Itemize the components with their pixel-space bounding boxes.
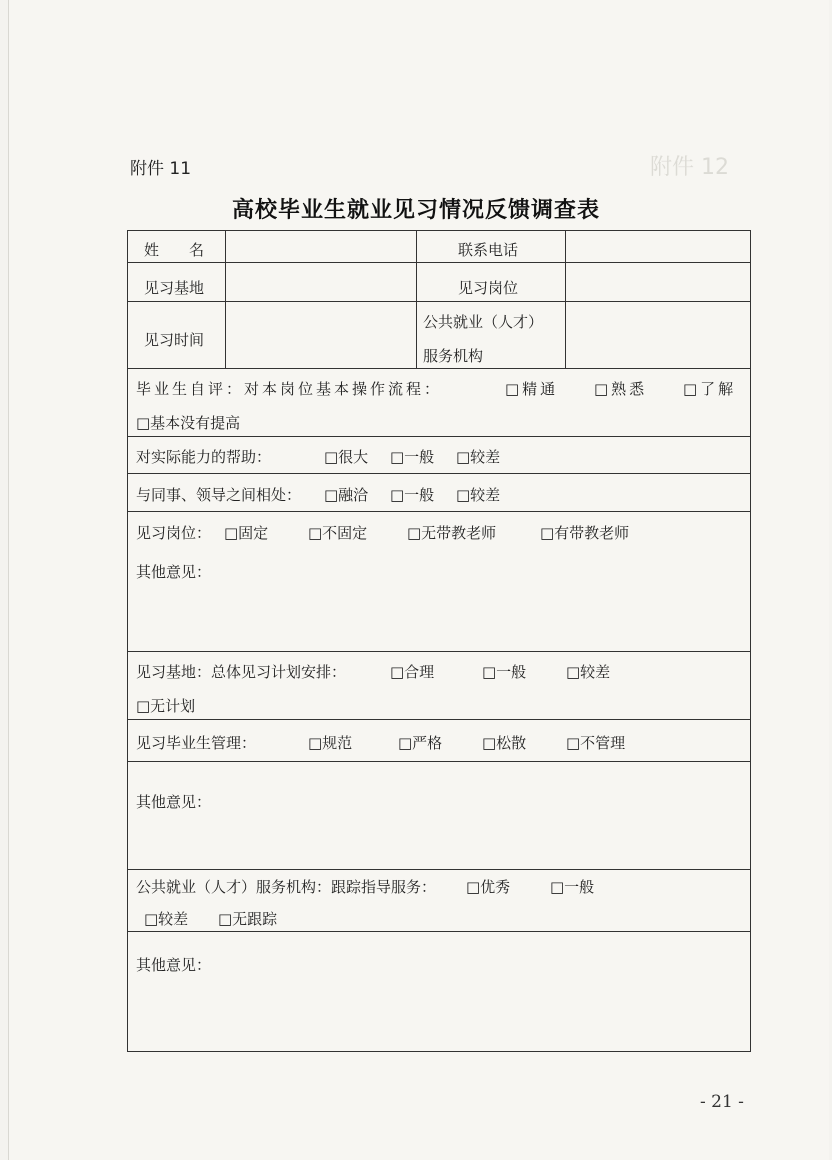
row-divider: [128, 719, 750, 720]
graduate-other-label: 其他意见：: [136, 563, 212, 581]
agency-other-label: 其他意见：: [136, 956, 212, 974]
plan-option-poor[interactable]: □较差: [566, 663, 611, 681]
row-divider: [128, 368, 750, 369]
service-option-poor[interactable]: □较差: [144, 910, 189, 928]
row-divider: [128, 869, 750, 870]
base-label: 见习基地: [144, 279, 205, 297]
plan-option-average[interactable]: □一般: [482, 663, 527, 681]
row-divider: [128, 931, 750, 932]
ops-prefix: 毕业生自评：对本岗位基本操作流程：: [136, 380, 443, 398]
ability-option-poor[interactable]: □较差: [456, 448, 501, 466]
plan-option-no-plan[interactable]: □无计划: [136, 697, 196, 715]
attachment-label: 附件 11: [130, 159, 192, 179]
service-prefix: 公共就业（人才）服务机构：跟踪指导服务：: [136, 878, 437, 896]
plan-prefix: 见习基地：总体见习计划安排：: [136, 663, 347, 681]
col-divider: [565, 231, 566, 368]
page-number: - 21 -: [700, 1092, 744, 1112]
agency-label-line2: 服务机构: [423, 347, 484, 365]
manage-option-standard[interactable]: □规范: [308, 734, 353, 752]
ops-option-proficient[interactable]: □精通: [505, 380, 559, 398]
ability-option-great[interactable]: □很大: [324, 448, 369, 466]
row-divider: [128, 473, 750, 474]
row-divider: [128, 511, 750, 512]
base-other-label: 其他意见：: [136, 793, 212, 811]
name-label: 姓 名: [144, 241, 205, 259]
relation-option-harmonious[interactable]: □融洽: [324, 486, 369, 504]
survey-form: [127, 230, 751, 1052]
post-option-not-fixed[interactable]: □不固定: [308, 524, 368, 542]
col-divider: [416, 231, 417, 368]
ability-prefix: 对实际能力的帮助：: [136, 448, 272, 466]
relation-option-poor[interactable]: □较差: [456, 486, 501, 504]
ops-option-no-improvement[interactable]: □基本没有提高: [136, 414, 241, 432]
row-divider: [128, 436, 750, 437]
agency-label-line1: 公共就业（人才）: [423, 313, 544, 331]
manage-option-none[interactable]: □不管理: [566, 734, 626, 752]
service-option-excellent[interactable]: □优秀: [466, 878, 511, 896]
row-divider: [128, 761, 750, 762]
row-divider: [128, 262, 750, 263]
col-divider: [225, 231, 226, 368]
row-divider: [128, 301, 750, 302]
phone-label: 联系电话: [458, 241, 519, 259]
relation-option-average[interactable]: □一般: [390, 486, 435, 504]
ops-option-familiar[interactable]: □熟悉: [594, 380, 648, 398]
service-option-no-tracking[interactable]: □无跟踪: [218, 910, 278, 928]
post-option-has-mentor[interactable]: □有带教老师: [540, 524, 630, 542]
post-prefix: 见习岗位：: [136, 524, 212, 542]
post-option-no-mentor[interactable]: □无带教老师: [407, 524, 497, 542]
row-divider: [128, 651, 750, 652]
ops-option-understand[interactable]: □了解: [683, 380, 737, 398]
time-label: 见习时间: [144, 331, 205, 349]
relation-prefix: 与同事、领导之间相处：: [136, 486, 302, 504]
service-option-average[interactable]: □一般: [550, 878, 595, 896]
bleed-through-text: 附件 12: [650, 155, 729, 180]
manage-option-loose[interactable]: □松散: [482, 734, 527, 752]
ability-option-average[interactable]: □一般: [390, 448, 435, 466]
manage-option-strict[interactable]: □严格: [398, 734, 443, 752]
plan-option-reasonable[interactable]: □合理: [390, 663, 435, 681]
document-title: 高校毕业生就业见习情况反馈调查表: [231, 197, 600, 223]
manage-prefix: 见习毕业生管理：: [136, 734, 257, 752]
position-label: 见习岗位: [458, 279, 519, 297]
post-option-fixed[interactable]: □固定: [224, 524, 269, 542]
